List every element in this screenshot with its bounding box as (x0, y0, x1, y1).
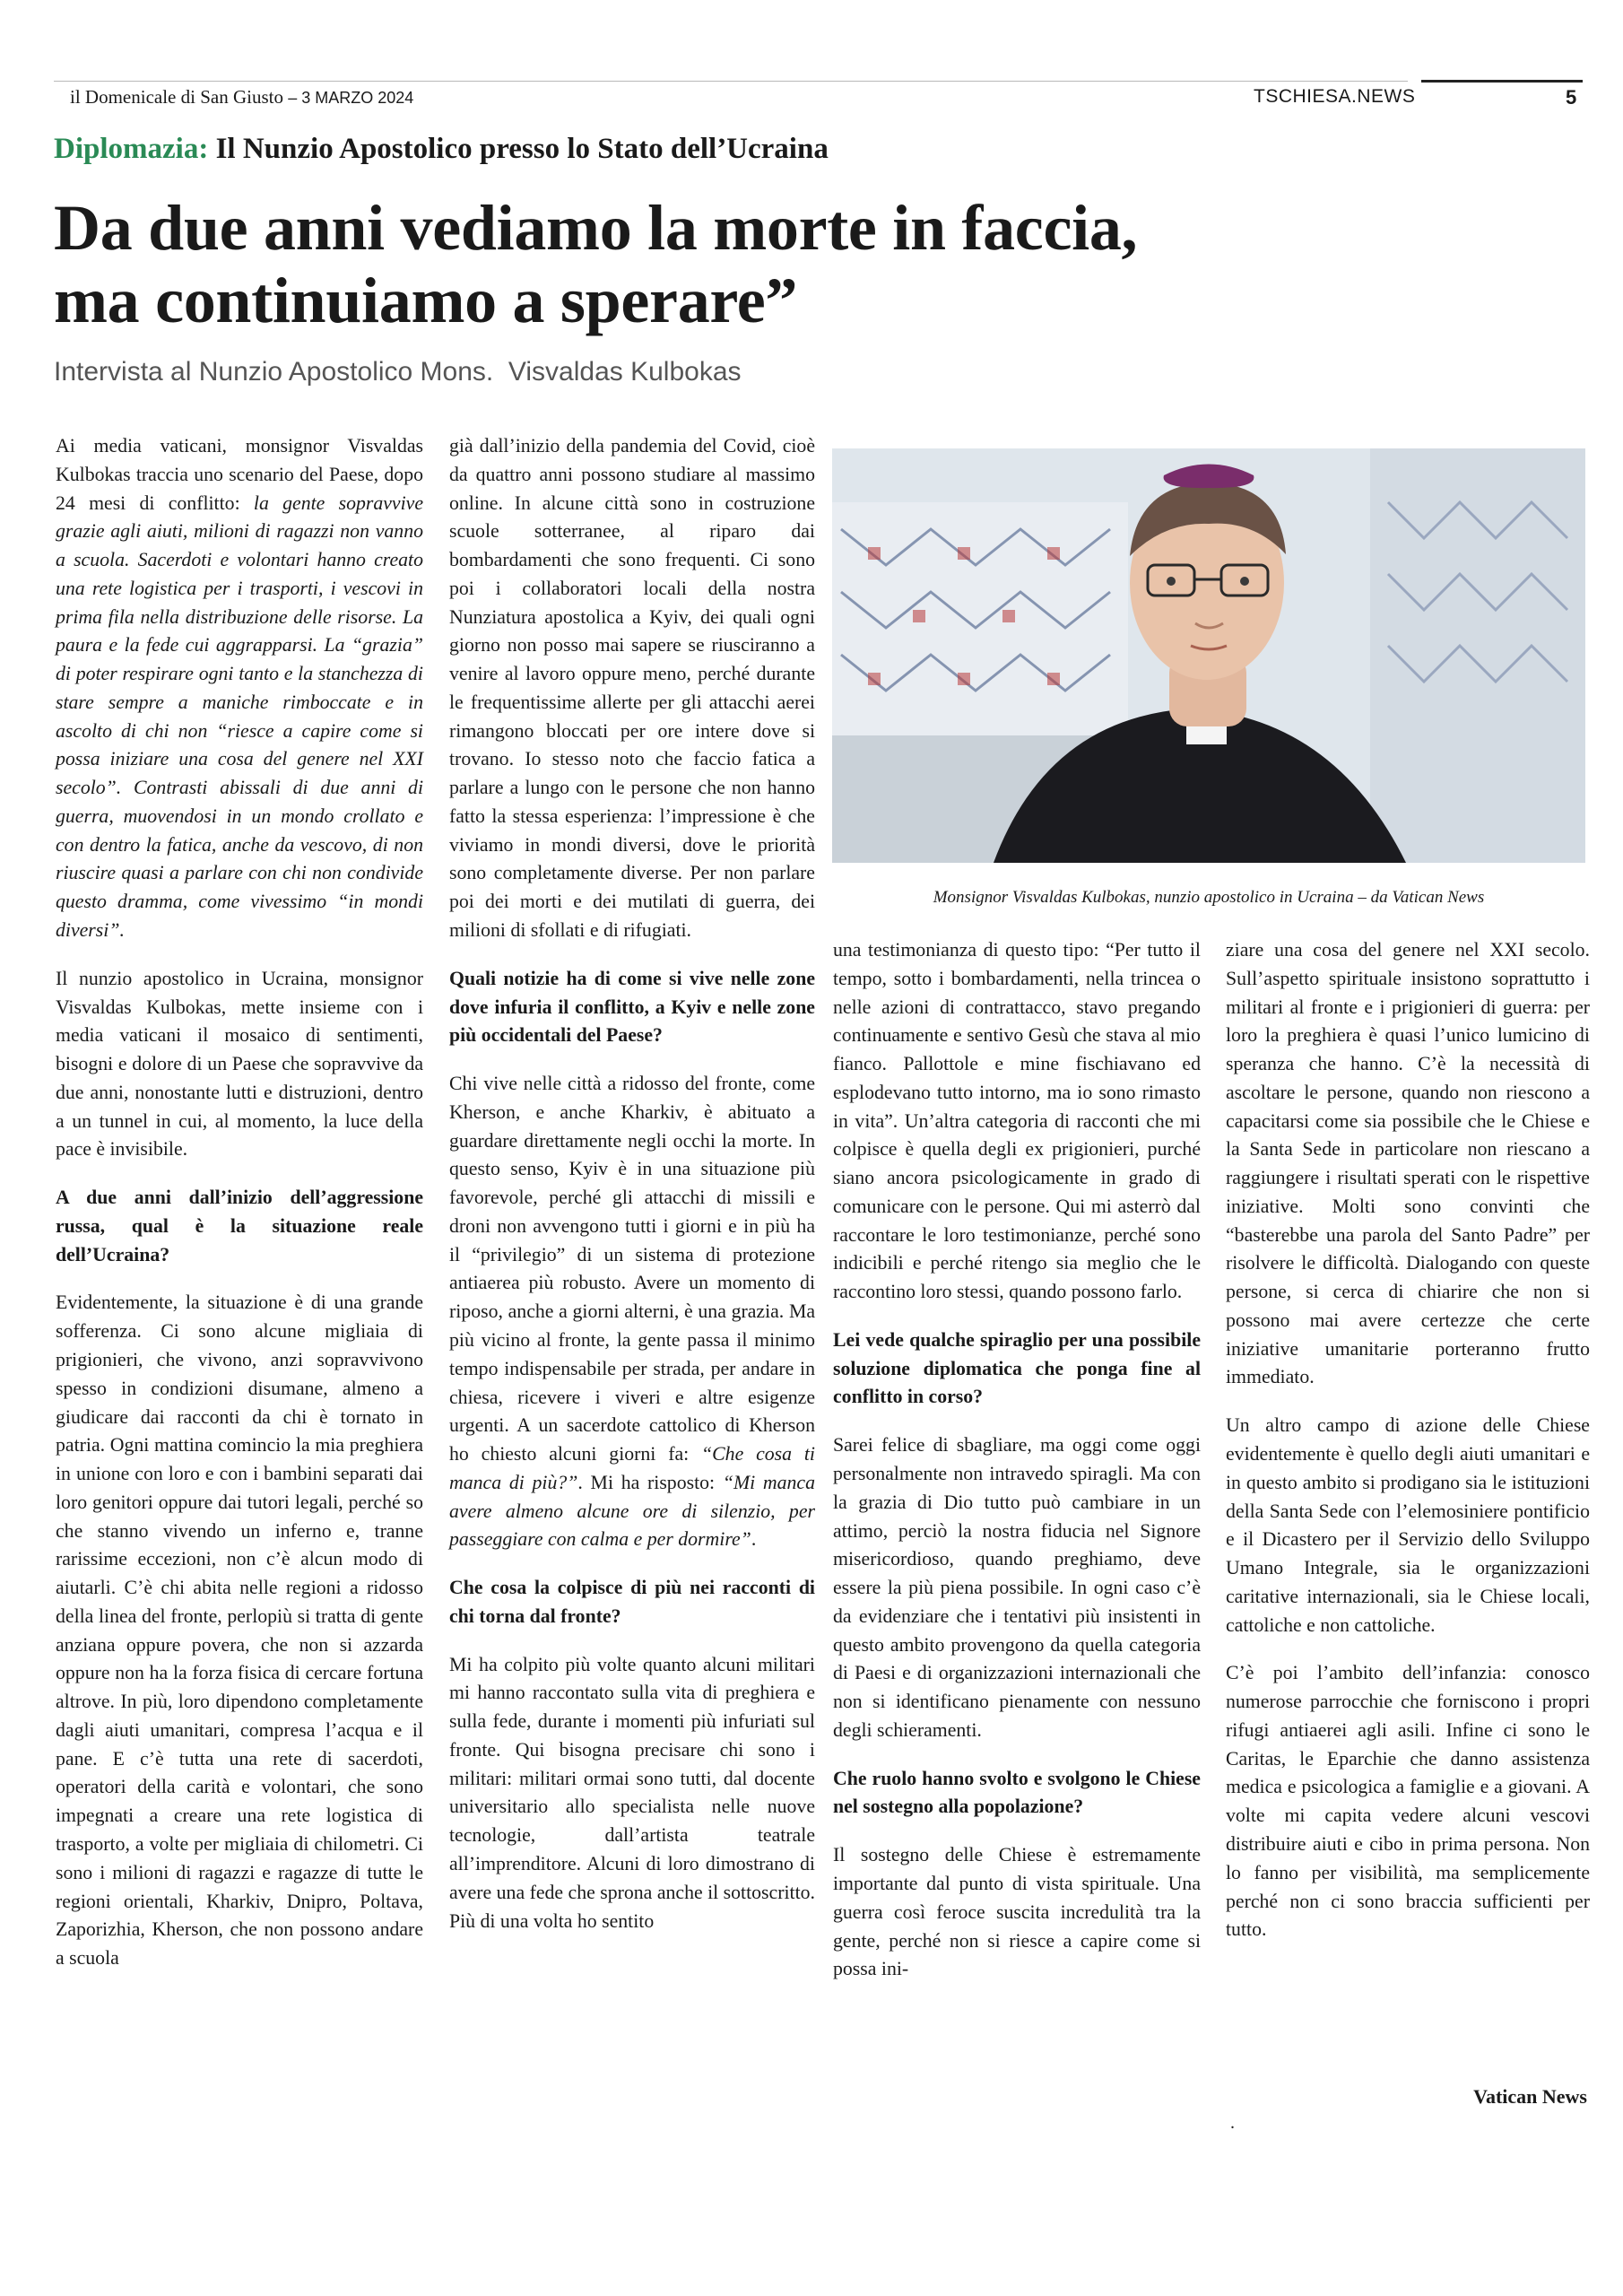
article-column-2 (449, 432, 815, 1955)
quote-italic: “Mi manca avere almeno alcune ore di silenzio, per passeggiare con calma e per dormire” (449, 1471, 815, 1551)
interview-question: A due anni dall’inizio dell’aggressione russa, qual è la situazione reale dell’Ucraina? (56, 1187, 423, 1265)
answer-text: Chi vive nelle città a ridosso del fronte, come Kherson, e anche Kharkiv, è abituato a guardare direttamente negli occhi la morte. In questo senso, Kyiv è in una situazione più favorevole, perché gli attacchi di missili e droni non avvengono tutti i giorni e in più ha il “privilegio” di un sistema di protezione antiaerea più robusto. Avere un momento di riposo, anche a giorni alterni, è una grazia. Ma più vicino al fronte, la gente passa il minimo tempo indispensabile per strada, per andare in chiesa, ricevere i viveri e altre esigenze urgenti. A un sacerdote cattolico di Kherson ho chiesto alcuni giorni fa: (449, 1073, 815, 1465)
intro-text: Ai media vaticani, monsignor Visvaldas Kulbokas traccia uno scenario del Paese, dopo 24 mesi di conflitto: (56, 435, 423, 514)
intro-paragraph (56, 432, 423, 945)
interview-answer: Sarei felice di sbagliare, ma oggi come oggi personalmente non intravedo spiragli. Ma con la grazia di Dio tutto può cambiare in un attimo, perciò la nostra fiducia nel Signore misericordioso, quando preghiamo, deve essere la più piena possibile. In ogni caso c’è da evidenziare che i tentativi più insistenti in questo ambito provengono da quella categoria di Paesi e di organizzazioni internazionali che non si identificano pienamente con nessuno degli schieramenti. (833, 1434, 1201, 1741)
article-column-4 (1226, 936, 1590, 1964)
interview-answer: una testimonianza di questo tipo: “Per tutto il tempo, sotto i bombardamenti, nella trincea o nelle azioni di contrattacco, stavo pregando continuamente e sentivo Gesù che stava al mio fianco. Pallottole e mine fischiavano ed esplodevano tutto intorno, ma io sono rimasto in vita”. Un’altra categoria di racconti che mi colpisce è quella degli ex prigionieri, purché siano ancora psicologicamente in grado di comunicare con le persone. Qui mi asterrò dal raccontare le loro testimonianze, perché sono indicibili e perché ritengo sia meglio che le raccontino loro stessi, quando possono farlo. (833, 939, 1201, 1303)
site-name[interactable]: TSCHIESA.NEWS (1254, 86, 1416, 107)
interview-answer: ziare una cosa del genere nel XXI secolo. Sull’aspetto spirituale insistono soprattutto i militari al fronte e i prigionieri di guerra: per loro la preghiera è quasi l’unico lumicino di speranza che hanno. C’è la necessità di ascoltare le persone, quando non riescono a capacitarsi come sia possibile che le Chiese e la Santa Sede in particolare non riescano a raggiungere i risultati sperati con le rispettive iniziative. Molti sono convinti che “basterebbe una parola del Santo Padre” per risolvere le difficoltà. Dialogando con queste persone, si cerca di chiarire che non si possono mai avere certezze che certe iniziative umanitarie porteranno frutto immediato. (1226, 939, 1590, 1388)
answer-text: . Mi ha risposto: (577, 1471, 723, 1493)
trailing-dot: . (1230, 2113, 1235, 2133)
kicker (54, 133, 829, 166)
interview-answer: Evidentemente, la situazione è di una grande sofferenza. Ci sono alcune migliaia di prigionieri, che vivono, anzi sopravvivono spesso in condizioni disumane, almeno a giudicare dai racconti da chi è tornato in patria. Ogni mattina comincio la mia preghiera in unione con loro e con i bambini separati dai loro genitori oppure dai tutori legali, perché so che stanno vivendo un inferno e, tranne rarissime eccezioni, non c’è alcun modo di aiutarli. C’è chi abita nelle regioni a ridosso della linea del fronte, perlopiù si tratta di gente anziana oppure povera, che non si azzarda oppure non ha la forza fisica di cercare fortuna altrove. In più, loro dipendono completamente dagli aiuti umanitari, compresa l’acqua e il pane. E c’è tutta una rete di sacerdoti, operatori della carità e volontari, che sono impegnati a creare una rete logistica di trasporto, a volte per migliaia di chilometri. Ci sono i milioni di ragazzi e ragazze di tutte le regioni orientali, Kharkiv, Dnipro, Poltava, Zaporizhia, Kherson, che non possono andare a scuola (56, 1292, 423, 1970)
kicker-text: Il Nunzio Apostolico presso lo Stato dell’Ucraina (215, 133, 829, 165)
interview-answer: Mi ha colpito più volte quanto alcuni militari mi hanno raccontato sulla vita di preghiera e sulla fede, durante i momenti più infuriati sul fronte. Qui bisogna precisare chi sono i militari: militari ormai sono tutti, dal docente universitario allo specialista nelle nuove tecnologie, dall’artista teatrale all’imprenditore. Alcuni di loro dimostrano di avere una fede che sprona anche il sottoscritto. Più di una volta ho sentito (449, 1653, 815, 1932)
headline (54, 192, 1560, 336)
photo-caption: Monsignor Visvaldas Kulbokas, nunzio apostolico in Ucraina – da Vatican News (933, 888, 1485, 907)
portrait-illustration (832, 448, 1585, 863)
header-rule (54, 81, 1408, 82)
interview-question: Lei vede qualche spiraglio per una possibile soluzione diplomatica che ponga fine al conflitto in corso? (833, 1328, 1201, 1408)
interview-answer (449, 1070, 815, 1554)
answer-text: . (751, 1528, 757, 1551)
subheadline: Intervista al Nunzio Apostolico Mons. Visvaldas Kulbokas (54, 357, 742, 387)
page-number: 5 (1566, 86, 1577, 109)
article-column-1 (56, 432, 423, 1993)
interview-answer: già dall’inizio della pandemia del Covid, cioè da quattro anni possono studiare al massimo online. In alcune città sono in costruzione scuole sotterranee, al riparo dai bombardamenti che sono frequenti. Ci sono poi i collaboratori locali della nostra Nunziatura apostolica a Kyiv, dei quali ogni giorno non posso mai sapere se riusciranno a venire al lavoro oppure meno, perché durante le frequentissime allerte per gli attacchi aerei rimangono bloccati per ore intere dove si trovano. Io stesso noto che faccio fatica a parlare a lungo con le persone che non hanno fatto la stessa esperienza: l’impressione è che viviamo in mondi diversi, dove le priorità sono completamente diverse. Per non parlare poi dei morti e dei mutilati di guerra, dei milioni di sfollati e di rifugiati. (449, 435, 815, 942)
article-column-3 (833, 936, 1201, 2004)
interview-answer: Il sostegno delle Chiese è estremamente importante dal punto di vista spirituale. Una guerra così feroce suscita incredulità tra la gente, perché non si riesce a capire come si possa ini- (833, 1844, 1201, 1980)
headline-line-2: ma continuiamo a sperare” (54, 264, 798, 336)
section-label: Diplomazia: (54, 133, 209, 165)
publication-line (70, 86, 413, 109)
interview-question: Quali notizie ha di come si vive nelle zone dove infuria il conflitto, a Kyiv e nelle zone più occidentali del Paese? (449, 967, 815, 1047)
paragraph: Il nunzio apostolico in Ucraina, monsignor Visvaldas Kulbokas, mette insieme con i media vaticani il mosaico di sentimenti, bisogni e dolore di un Paese che sopravvive da due anni, nonostante lutti e distruzioni, dentro a un tunnel in cui, al momento, la luce della pace è invisibile. (56, 967, 423, 1161)
publication-name: il Domenicale di San Giusto (70, 86, 283, 108)
article-source: Vatican News (1473, 2085, 1587, 2108)
interview-question: Che ruolo hanno svolto e svolgono le Chiese nel sostegno alla popolazione? (833, 1767, 1201, 1818)
headline-line-1: Da due anni vediamo la morte in faccia, (54, 192, 1138, 264)
paragraph: Un altro campo di azione delle Chiese evidentemente è quello degli aiuti umanitari e in questo ambito si prodigano sia le istituzioni della Santa Sede con l’elemosiniere pontificio e il Dicastero per il Servizio dello Sviluppo Umano Integrale, sia le organizzazioni caritative internazionali, sia le Chiese locali, cattoliche e non cattoliche. (1226, 1414, 1590, 1636)
intro-italic-text: la gente sopravvive grazie agli aiuti, milioni di ragazzi non vanno a scuola. Sacerdoti e volontari hanno creato una rete logistica per i trasporti, i vescovi in prima fila nella distribuzione delle risorse. La paura e la fede cui aggrapparsi. La “grazia” di poter respirare ogni tanto e la stanchezza di stare sempre a maniche rimboccate e in ascolto di chi non “riesce a capire come si possa iniziare una cosa del genere nel XXI secolo”. Contrasti abissali di due anni di guerra, muovendosi in un mondo crollato e con dentro la fatica, anche da vescovo, di non riuscire quasi a parlare con chi non condivide questo dramma, come vivessimo “in mondi diversi”. (56, 491, 424, 942)
quote-italic: “Che cosa ti manca di più?” (449, 1443, 815, 1493)
header-accent-rule (1421, 80, 1583, 83)
interview-question: Che cosa la colpisce di più nei racconti di chi torna dal fronte? (449, 1577, 815, 1627)
paragraph: C’è poi l’ambito dell’infanzia: conosco numerose parrocchie che forniscono i propri rifugi antiaerei agli asili. Infine ci sono le Caritas, le Eparchie che danno assistenza medica e psicologica a famiglie e a giovani. A volte mi capita vedere alcuni vescovi distribuire aiuti e cibo in prima persona. Non lo fanno per visibilità, ma semplicemente perché non ci sono braccia sufficienti per tutto. (1226, 1662, 1590, 1941)
nuncio-photo (832, 448, 1585, 863)
issue-date: – 3 MARZO 2024 (288, 89, 414, 107)
